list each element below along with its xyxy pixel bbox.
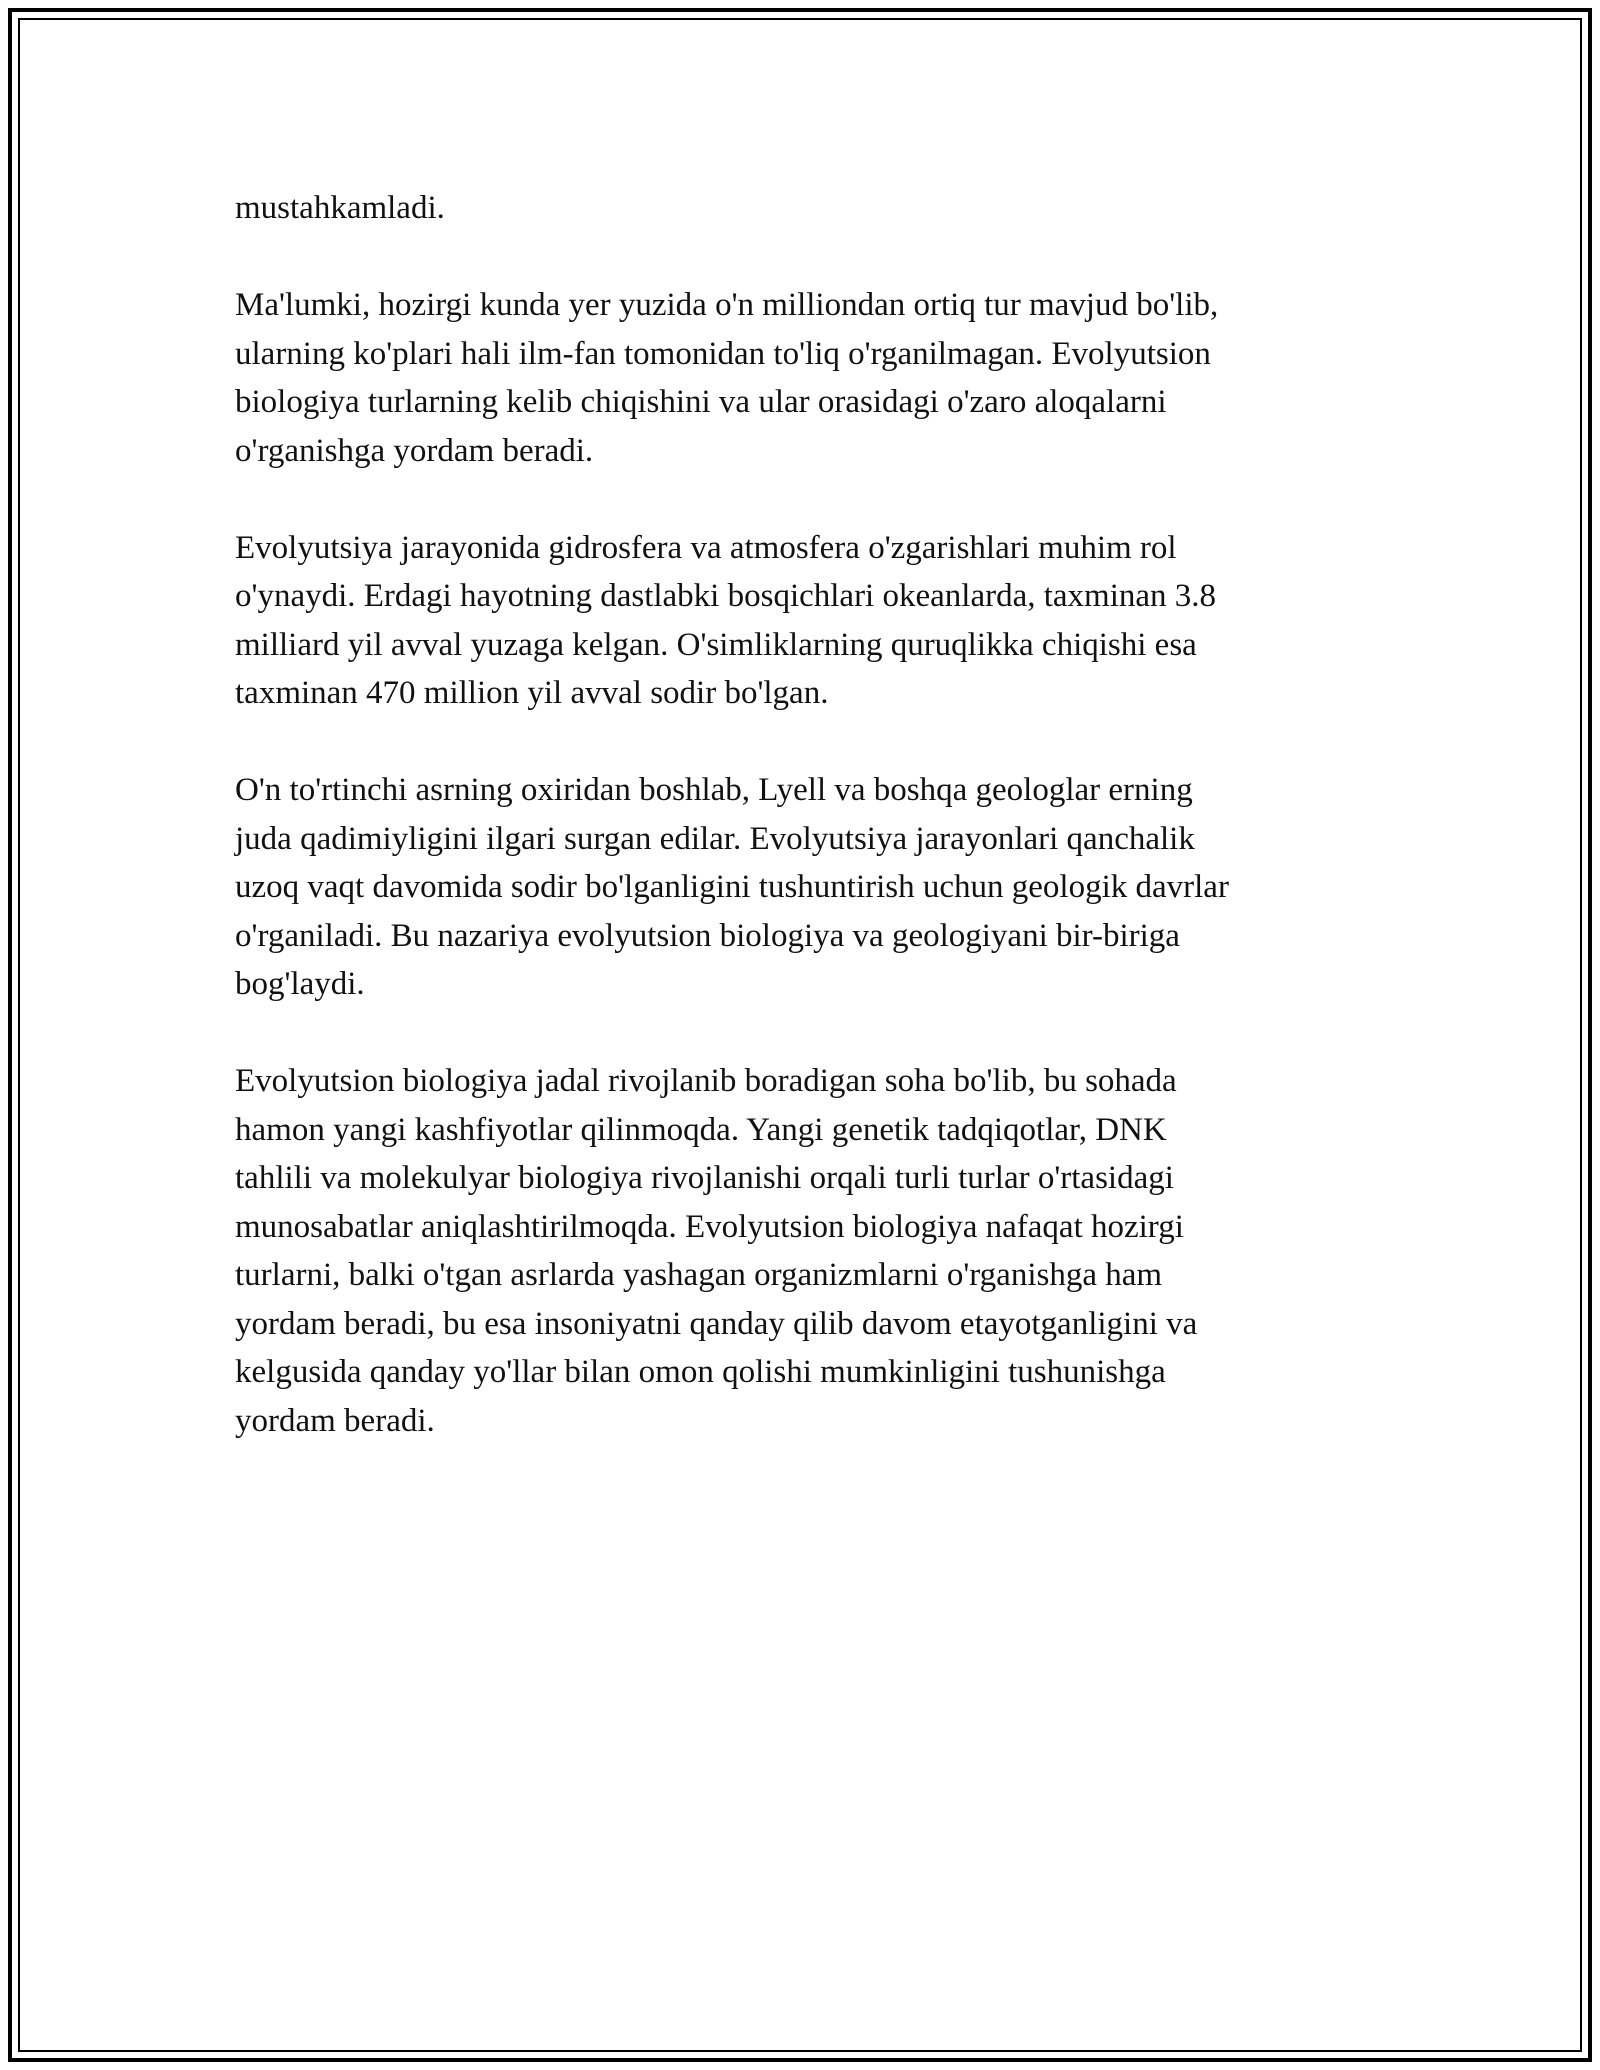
paragraph-2: Ma'lumki, hozirgi kunda yer yuzida o'n milliondan ortiq tur mavjud bo'lib, ularning ko'plari hali ilm-fan tomonidan to'liq o'rganilmagan. Evolyutsion biologiya turlarning kelib chiqishini va ular orasidagi o'zaro aloqalarni o'rganishga yordam beradi.	[235, 287, 1219, 469]
paragraph-4: O'n to'rtinchi asrning oxiridan boshlab, Lyell va boshqa geologlar erning juda qadimiyligini ilgari surgan edilar. Evolyutsiya jarayonlari qanchalik uzoq vaqt davomida sodir bo'lganligini tushuntirish uchun geologik davrlar o'rganiladi. Bu nazariya evolyutsion biologiya va geologiyani bir-biriga bog'laydi.	[235, 772, 1229, 1002]
paragraph-5: Evolyutsion biologiya jadal rivojlanib boradigan soha bo'lib, bu sohada hamon yangi kashfiyotlar qilinmoqda. Yangi genetik tadqiqotlar, DNK tahlili va molekulyar biologiya rivojlanishi orqali turli turlar o'rtasidagi munosabatlar aniqlashtirilmoqda. Evolyutsion biologiya nafaqat hozirgi turlarni, balki o'tgan asrlarda yashagan organizmlarni o'rganishga ham yordam beradi, bu esa insoniyatni qanday qilib davom etayotganligini va kelgusida qanday yo'llar bilan omon qolishi mumkinligini tushunishga yordam beradi.	[235, 1063, 1198, 1439]
paragraph-1: mustahkamladi.	[235, 190, 445, 226]
document-body	[235, 184, 1345, 1494]
paragraph-3: Evolyutsiya jarayonida gidrosfera va atmosfera o'zgarishlari muhim rol o'ynaydi. Erdagi hayotning dastlabki bosqichlari okeanlarda, taxminan 3.8 milliard yil avval yuzaga kelgan. O'simliklarning quruqlikka chiqishi esa taxminan 470 million yil avval sodir bo'lgan.	[235, 529, 1217, 711]
